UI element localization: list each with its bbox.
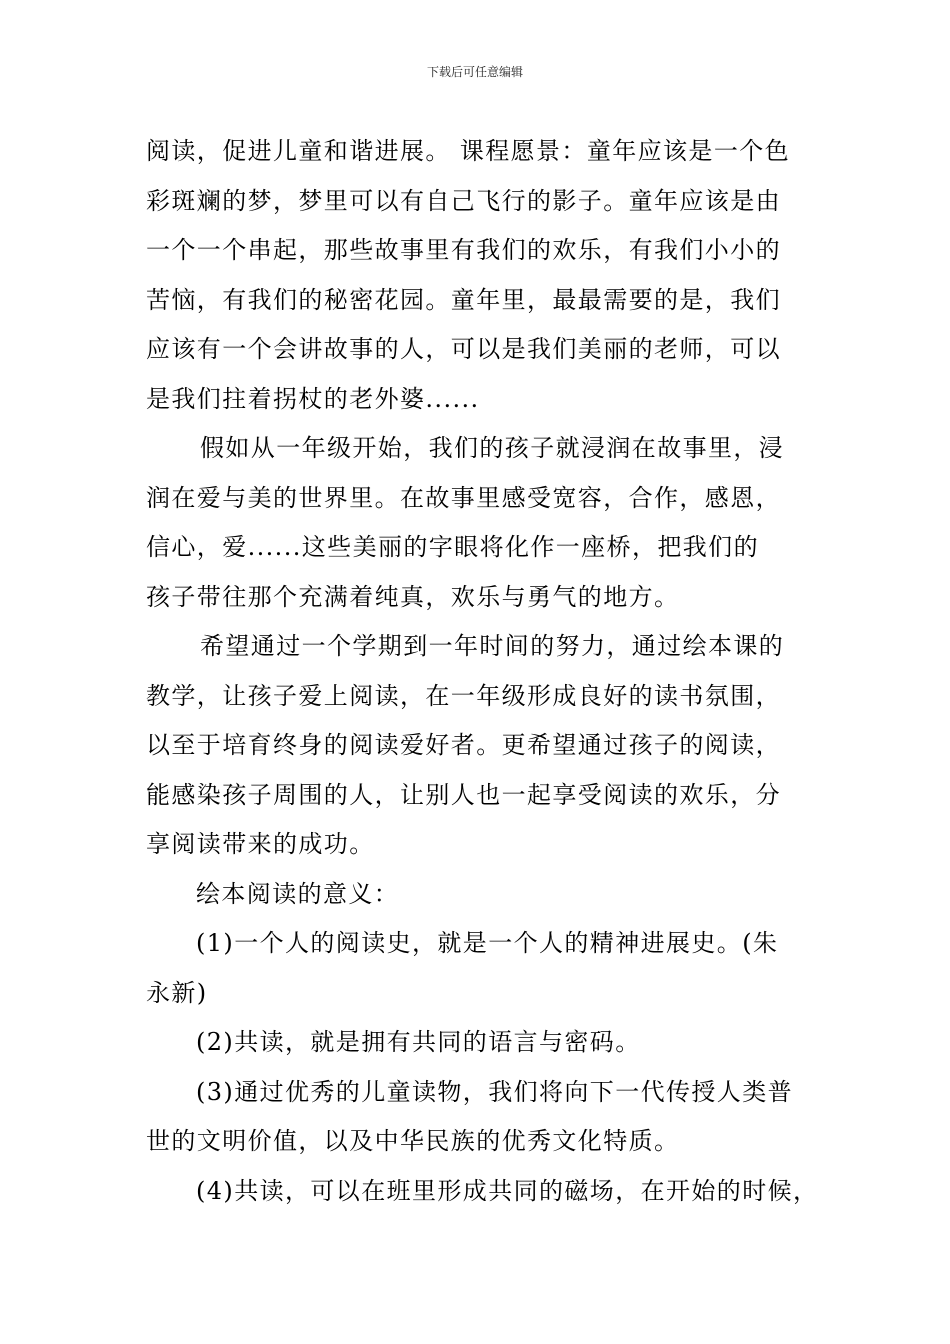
text-line: 彩斑斓的梦，梦里可以有自己飞行的影子。童年应该是由 (146, 186, 781, 215)
text-line: 是我们拄着拐杖的老外婆...... (146, 384, 480, 413)
section-heading-significance (146, 870, 810, 920)
text-line: (1)一个人的阅读史，就是一个人的精神进展史。(朱 (196, 929, 779, 957)
text-line: 希望通过一个学期到一年时间的努力，通过绘本课的 (200, 632, 785, 660)
text-line: 应该有一个会讲故事的人，可以是我们美丽的老师，可以 (146, 335, 781, 363)
page-header: 下载后可任意编辑 (426, 65, 523, 79)
list-item-1 (146, 919, 810, 1018)
text-line: 孩子带往那个充满着纯真，欢乐与勇气的地方。 (146, 582, 680, 611)
text-line: 苦恼，有我们的秘密花园。童年里，最最需要的是，我们 (146, 285, 781, 314)
paragraph-childhood-vision (146, 127, 810, 424)
text-line: 教学，让孩子爱上阅读，在一年级形成良好的读书氛围， (146, 681, 781, 710)
text-line: (2)共读，就是拥有共同的语言与密码。 (196, 1028, 641, 1056)
text-line: 假如从一年级开始，我们的孩子就浸润在故事里，浸 (200, 434, 785, 462)
text-line: 享阅读带来的成功。 (146, 830, 375, 858)
text-line: 信心，爱......这些美丽的字眼将化作一座桥，把我们的 (146, 533, 759, 561)
text-line: 绘本阅读的意义： (196, 879, 400, 908)
text-line: 阅读，促进儿童和谐进展。 课程愿景：童年应该是一个色 (146, 137, 791, 165)
text-line: (4)共读，可以在班里形成共同的磁场，在开始的时候， (196, 1176, 819, 1205)
text-line: 能感染孩子周围的人，让别人也一起享受阅读的欢乐，分 (146, 780, 781, 809)
list-item-4 (146, 1167, 819, 1217)
list-item-2 (146, 1018, 810, 1068)
text-line: 一个一个串起，那些故事里有我们的欢乐，有我们小小的 (146, 236, 781, 264)
document-body (146, 127, 819, 1216)
text-line: 以至于培育终身的阅读爱好者。更希望通过孩子的阅读， (146, 731, 781, 759)
text-line: 世的文明价值，以及中华民族的优秀文化特质。 (146, 1127, 680, 1155)
paragraph-hope (146, 622, 810, 870)
paragraph-stories (146, 424, 810, 622)
list-item-3 (146, 1068, 810, 1167)
text-line: 润在爱与美的世界里。在故事里感受宽容，合作，感恩， (146, 483, 781, 512)
text-line: (3)通过优秀的儿童读物，我们将向下一代传授人类普 (196, 1077, 793, 1106)
text-line: 永新) (146, 978, 208, 1007)
